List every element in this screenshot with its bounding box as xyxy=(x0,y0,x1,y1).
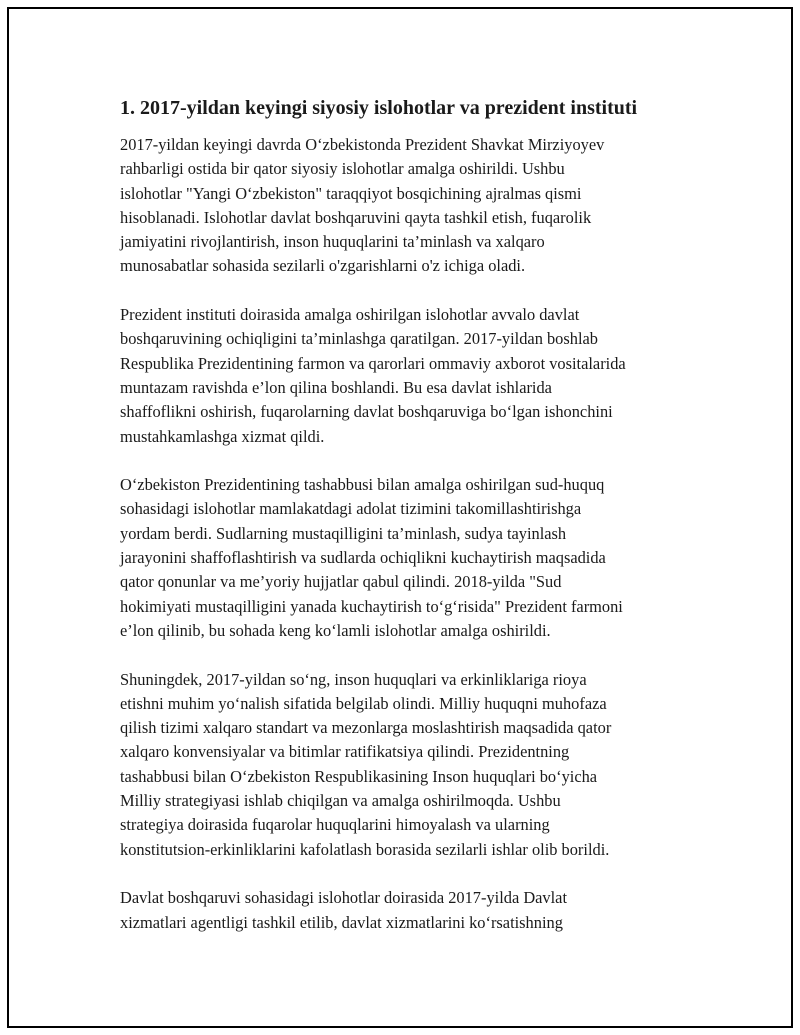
paragraph-4: Shuningdek, 2017-yildan so‘ng, inson huquqlari va erkinliklariga rioya etishni muhim yo‘nalish sifatida belgilab olindi. Milliy huquqni muhofaza qilish tizimi xalqaro standart va mezonlarga moslashtirish maqsadida qator xalqaro konvensiyalar va bitimlar ratifikatsiya qilindi. Prezidentning tashabbusi bilan O‘zbekiston Respublikasining Inson huquqlari bo‘yicha Milliy strategiyasi ishlab chiqilgan va amalga oshirilmoqda. Ushbu strategiya doirasida fuqarolar huquqlarini himoyalash va ularning konstitutsion-erkinliklarini kafolatlash borasida sezilarli ishlar olib borildi. xyxy=(120,669,612,859)
document-content xyxy=(120,95,700,959)
paragraph-3: O‘zbekiston Prezidentining tashabbusi bilan amalga oshirilgan sud-huquq sohasidagi islohotlar mamlakatdagi adolat tizimini takomillashtirishga yordam berdi. Sudlarning mustaqilligini ta’minlash, sudya tayinlash jarayonini shaffoflashtirish va sudlarda ochiqlikni kuchaytirish maqsadida qator qonunlar va me’yoriy hujjatlar qabul qilindi. 2018-yilda "Sud hokimiyati mustaqilligini yanada kuchaytirish to‘g‘risida" Prezident farmoni e’lon qilinib, bu sohada keng ko‘lamli islohotlar amalga oshirildi. xyxy=(120,475,623,640)
section-heading: 1. 2017-yildan keyingi siyosiy islohotlar va prezident instituti xyxy=(120,97,638,119)
paragraph-5: Davlat boshqaruvi sohasidagi islohotlar doirasida 2017-yilda Davlat xizmatlari agentligi tashkil etilib, davlat xizmatlarini ko‘rsatishning xyxy=(120,888,568,932)
page-frame xyxy=(7,7,793,1028)
paragraph-1: 2017-yildan keyingi davrda O‘zbekistonda Prezident Shavkat Mirziyoyev rahbarligi ostida bir qator siyosiy islohotlar amalga oshirildi. Ushbu islohotlar "Yangi O‘zbekiston" taraqqiyot bosqichining ajralmas qismi hisoblanadi. Islohotlar davlat boshqaruvini qayta tashkil etish, fuqarolik jamiyatini rivojlantirish, inson huquqlarini ta’minlash va xalqaro munosabatlar sohasida sezilarli o'zgarishlarni o'z ichiga oladi. xyxy=(120,135,605,276)
paragraph-2: Prezident instituti doirasida amalga oshirilgan islohotlar avvalo davlat boshqaruvining ochiqligini ta’minlashga qaratilgan. 2017-yildan boshlab Respublika Prezidentining farmon va qarorlari ommaviy axborot vositalarida muntazam ravishda e’lon qilina boshlandi. Bu esa davlat ishlarida shaffoflikni oshirish, fuqarolarning davlat boshqaruviga bo‘lgan ishonchini mustahkamlashga xizmat qildi. xyxy=(120,305,626,446)
